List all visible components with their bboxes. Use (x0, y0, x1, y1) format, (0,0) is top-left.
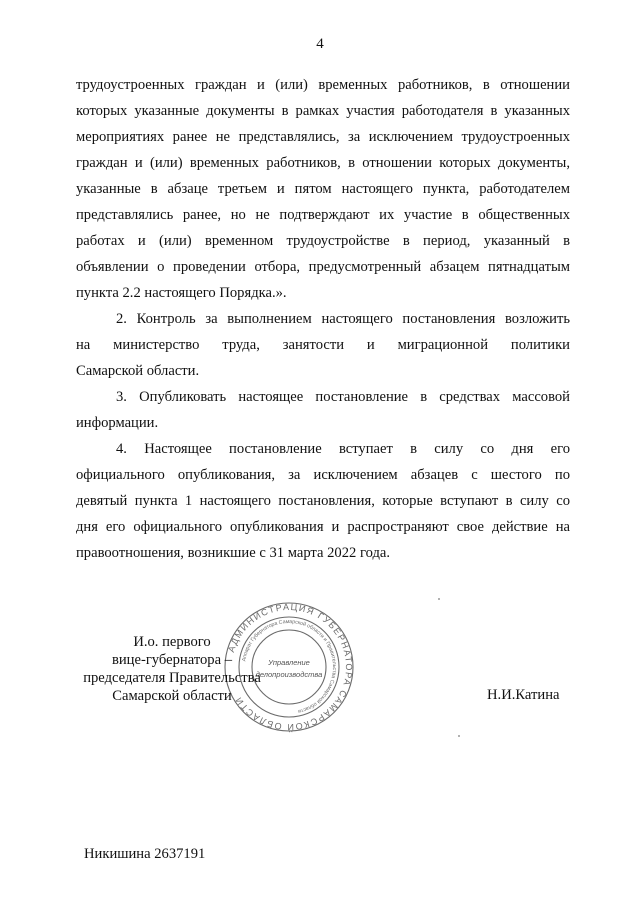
text-line: правоотношения, возникшие с 31 марта 2022 года. (76, 545, 390, 561)
signatory-title-line: И.о. первого (133, 634, 211, 650)
text-line: мероприятиях ранее не представлялись, за исключением трудоустроенных (76, 129, 570, 145)
signatory-title (72, 633, 272, 705)
text-line: официального опубликования, за исключением абзацев с шестого по (76, 467, 570, 483)
text-line: на министерство труда, занятости и миграционной политики (76, 337, 570, 353)
text-line: информации. (76, 415, 159, 431)
text-line: объявлении о проведении отбора, предусмотренный абзацем пятнадцатым (76, 259, 570, 275)
page-number: 4 (316, 36, 324, 52)
text-line: работах и (или) временном трудоустройстве в период, указанный в (76, 233, 570, 249)
scan-speck (438, 598, 440, 600)
text-line: граждан и (или) временных работников, в отношении которых документы, (76, 155, 570, 171)
signatory-name: Н.И.Катина (487, 687, 560, 703)
text-line: 3. Опубликовать настоящее постановление в средствах массовой (116, 389, 570, 405)
stamp-center-line-2: делопроизводства (255, 670, 323, 679)
text-line: 2. Контроль за выполнением настоящего постановления возложить (116, 311, 570, 327)
text-line: дня его официального опубликования и распространяют свое действие на (76, 519, 570, 535)
text-line: 4. Настоящее постановление вступает в силу со дня его (116, 441, 570, 457)
text-line: девятый пункта 1 настоящего постановления, которые вступают в силу со (76, 493, 570, 509)
stamp-outer-text: АДМИНИСТРАЦИЯ ГУБЕРНАТОРА САМАРСКОЙ ОБЛАСТИ (226, 601, 355, 733)
executor-footer: Никишина 2637191 (84, 846, 206, 862)
text-line: пункта 2.2 настоящего Порядка.». (76, 285, 287, 301)
stamp-inner-text: Аппарат Губернатора Самарской области и Правительства Самарской области (241, 618, 338, 715)
text-line: представлялись ранее, но не подтверждают их участие в общественных (76, 207, 570, 223)
signatory-title-line: Самарской области (112, 688, 232, 704)
text-line: которых указанные документы в рамках участия работодателя в указанных (76, 103, 570, 119)
signatory-title-line: вице-губернатора – (111, 652, 233, 668)
text-line: трудоустроенных граждан и (или) временных работников, в отношении (76, 77, 570, 93)
signatory-title-line: председателя Правительства (83, 670, 261, 686)
text-line: Самарской области. (76, 363, 200, 379)
stamp-center-line-1: Управление (268, 658, 310, 667)
scan-speck (458, 735, 460, 737)
text-line: указанные в абзаце третьем и пятом настоящего пункта, работодателем (76, 181, 570, 197)
